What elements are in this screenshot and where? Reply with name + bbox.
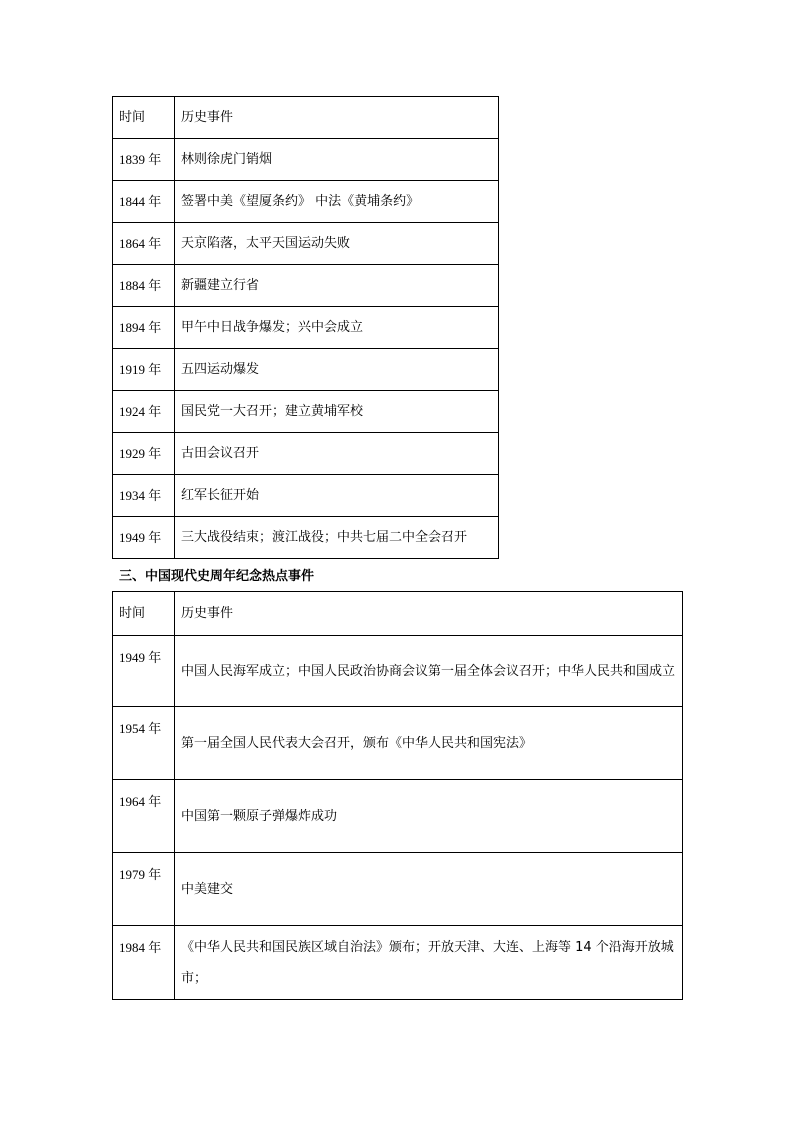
row-year: 1864 年 <box>113 223 175 265</box>
table-row <box>113 475 499 517</box>
row-event: 中国第一颗原子弹爆炸成功 <box>175 780 683 853</box>
table-row <box>113 780 683 853</box>
table-row <box>113 707 683 780</box>
row-year: 1954 年 <box>113 707 175 780</box>
row-year: 1934 年 <box>113 475 175 517</box>
table-row <box>113 307 499 349</box>
table-row <box>113 926 683 1000</box>
row-event: 甲午中日战争爆发；兴中会成立 <box>175 307 499 349</box>
table-row <box>113 223 499 265</box>
table-row <box>113 391 499 433</box>
table-row <box>113 517 499 559</box>
row-event: 签署中美《望厦条约》 中法《黄埔条约》 <box>175 181 499 223</box>
row-year: 1964 年 <box>113 780 175 853</box>
table-row <box>113 853 683 926</box>
row-event: 《中华人民共和国民族区域自治法》颁布；开放天津、大连、上海等 14 个沿海开放城市； <box>175 926 683 1000</box>
row-event: 红军长征开始 <box>175 475 499 517</box>
table-row <box>113 349 499 391</box>
table-header-row <box>113 97 499 139</box>
table-row <box>113 139 499 181</box>
row-event: 林则徐虎门销烟 <box>175 139 499 181</box>
row-year: 1979 年 <box>113 853 175 926</box>
section-heading: 三、中国现代史周年纪念热点事件 <box>119 569 315 584</box>
row-event: 国民党一大召开；建立黄埔军校 <box>175 391 499 433</box>
row-year: 1949 年 <box>113 517 175 559</box>
row-year: 1894 年 <box>113 307 175 349</box>
header-event: 历史事件 <box>175 592 683 636</box>
row-event: 第一届全国人民代表大会召开，颁布《中华人民共和国宪法》 <box>175 707 683 780</box>
header-time: 时间 <box>113 592 175 636</box>
row-year: 1949 年 <box>113 636 175 707</box>
table-row <box>113 181 499 223</box>
history-events-table-2 <box>112 591 683 1000</box>
row-event: 中美建交 <box>175 853 683 926</box>
row-year: 1984 年 <box>113 926 175 1000</box>
row-year: 1839 年 <box>113 139 175 181</box>
row-event: 天京陷落，太平天国运动失败 <box>175 223 499 265</box>
table-row <box>113 636 683 707</box>
row-event: 五四运动爆发 <box>175 349 499 391</box>
row-event: 新疆建立行省 <box>175 265 499 307</box>
table-header-row <box>113 592 683 636</box>
history-events-table-1 <box>112 96 499 559</box>
header-time: 时间 <box>113 97 175 139</box>
row-event: 三大战役结束；渡江战役；中共七届二中全会召开 <box>175 517 499 559</box>
table-row <box>113 265 499 307</box>
table-row <box>113 433 499 475</box>
row-event: 中国人民海军成立；中国人民政治协商会议第一届全体会议召开；中华人民共和国成立 <box>175 636 683 707</box>
row-year: 1919 年 <box>113 349 175 391</box>
row-year: 1884 年 <box>113 265 175 307</box>
row-event: 古田会议召开 <box>175 433 499 475</box>
row-year: 1929 年 <box>113 433 175 475</box>
header-event: 历史事件 <box>175 97 499 139</box>
row-year: 1924 年 <box>113 391 175 433</box>
row-year: 1844 年 <box>113 181 175 223</box>
